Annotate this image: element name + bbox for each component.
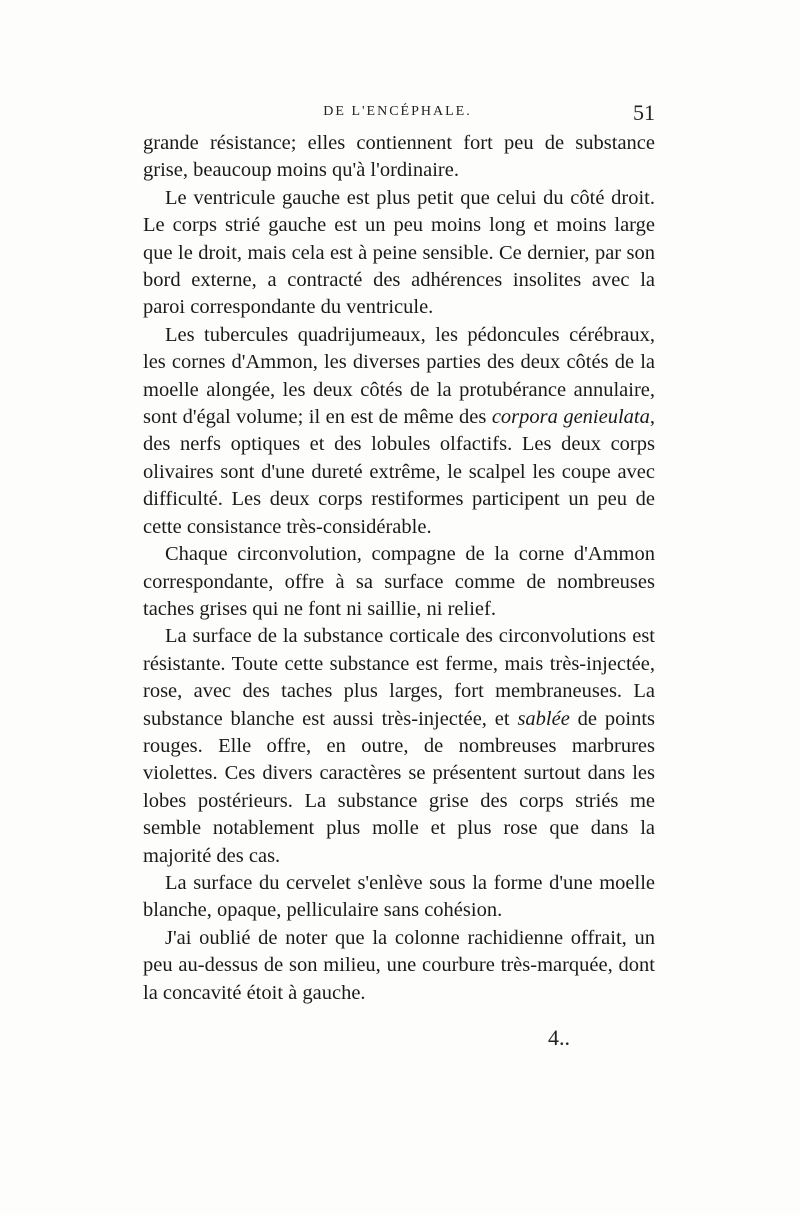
paragraph <box>143 925 655 1007</box>
running-head: DE L'ENCÉPHALE. <box>323 104 472 119</box>
paragraph <box>143 185 655 322</box>
page-number: 51 <box>633 100 655 125</box>
text-run: La surface du cervelet s'enlève sous la forme d'une moelle blanche, opaque, pelliculaire sans cohésion. <box>143 871 655 922</box>
text-run: , des nerfs optiques et des lobules olfactifs. Les deux corps olivaires sont d'une dureté extrême, le scalpel les coupe avec difficulté. Les deux corps restiformes participent un peu de cette consistance très-considérable. <box>143 406 655 538</box>
paragraph <box>143 870 655 925</box>
paragraph <box>143 623 655 870</box>
text-run: de points rouges. Elle offre, en outre, de nombreuses marbrures violettes. Ces divers caractères se présentent surtout dans les lobes postérieurs. La substance grise des corps striés me semble notablement plus molle et plus rose que dans la majorité des cas. <box>143 707 655 867</box>
paragraph <box>143 541 655 623</box>
text-run: J'ai oublié de noter que la colonne rachidienne offrait, un peu au-dessus de son milieu, une courbure très-marquée, dont la concavité étoit à gauche. <box>143 926 655 1004</box>
signature-mark: 4.. <box>548 1025 570 1050</box>
italic-text: sablée <box>517 707 570 730</box>
text-run: grande résistance; elles contiennent fort peu de substance grise, beaucoup moins qu'à l'ordinaire. <box>143 132 655 182</box>
italic-text: corpora genieulata <box>491 406 650 429</box>
body-text <box>143 130 655 1007</box>
text-run: La surface de la substance corticale des circonvolutions est résistante. Toute cette substance est ferme, mais très-injectée, rose, avec des taches plus larges, fort membraneuses. La substance blanche est aussi très-injectée, et <box>143 625 655 730</box>
paragraph <box>143 322 655 541</box>
text-run: Chaque circonvolution, compagne de la corne d'Ammon correspondante, offre à sa surface comme de nombreuses taches grises qui ne font ni saillie, ni relief. <box>143 543 655 620</box>
page-header <box>140 100 655 128</box>
text-run: Le ventricule gauche est plus petit que celui du côté droit. Le corps strié gauche est un peu moins long et moins large que le droit, mais cela est à peine sensible. Ce dernier, par son bord externe, a contracté des adhérences insolites avec la paroi correspondante du ventricule. <box>143 186 655 319</box>
paragraph <box>143 130 655 185</box>
text-run: Les tubercules quadrijumeaux, les pédoncules cérébraux, les cornes d'Ammon, les diverses parties des deux côtés de la moelle alongée, les deux côtés de la protubérance annulaire, sont d'égal volume; il en est de même des <box>143 323 655 429</box>
